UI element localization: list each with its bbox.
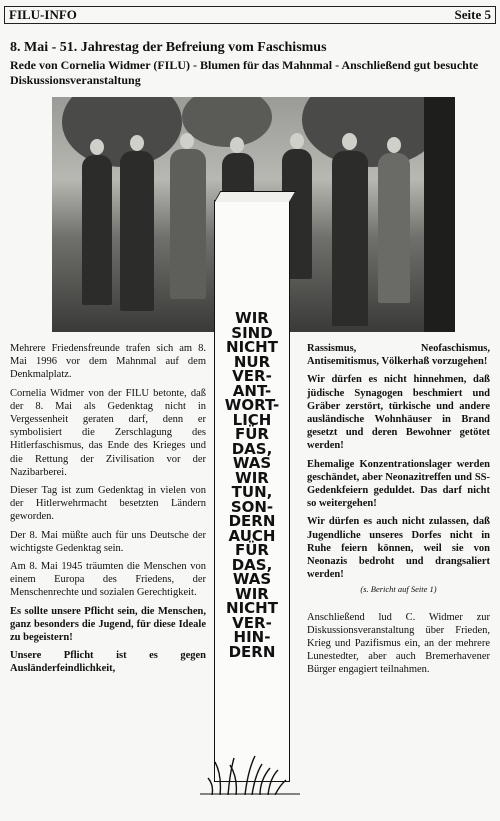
right-column	[307, 342, 490, 682]
memorial-pillar-illustration	[214, 200, 290, 782]
bold-paragraph: Unsere Pflicht ist es gegen Ausländerfeindlichkeit,	[10, 650, 206, 675]
pillar-inscription: WIR SIND NICHT NUR VER- ANT- WORT- LICH FÜR DAS, WAS WIR TUN, SON- DERN AUCH FÜR DAS, WAS WIR NICHT VER- HIN- DERN	[224, 309, 280, 661]
article-subtitle: Rede von Cornelia Widmer (FILU) - Blumen für das Mahnmal - Anschließend gut besuchte Diskussionsveranstaltung	[10, 58, 479, 87]
paragraph: Dieser Tag ist zum Gedenktag in vielen von der Hitlerwehrmacht besetzten Ländern geworden.	[10, 485, 206, 523]
page-header	[4, 6, 496, 24]
closing-paragraph: Anschließend lud C. Widmer zur Diskussionsveranstaltung über Frieden, Krieg und Pazifismus ein, an der mehrere Lunestedter, aber auch Bremerhavener Bürger engagiert teilnahmen.	[307, 611, 490, 676]
article-title: 8. Mai - 51. Jahrestag der Befreiung vom Faschismus	[10, 40, 327, 55]
paragraph: Cornelia Widmer von der FILU betonte, daß der 8. Mai als Gedenktag nicht in Vergessenheit geraten darf, denn er symbolisiert die Zerschlagung des Hitlerfaschismus, das Ende des Krieges und die Rettung der Zivilisation vor der Nazibarberei.	[10, 387, 206, 478]
bold-paragraph: Es sollte unsere Pflicht sein, die Menschen, ganz besonders die Jugend, für diese Ideale zu begeistern!	[10, 605, 206, 644]
bold-paragraph: Rassismus, Neofaschismus, Antisemitismus, Völkerhaß vorzugehen!	[307, 343, 490, 368]
bold-paragraph: Wir dürfen es nicht hinnehmen, daß jüdische Synagogen beschmiert und Gräber zerstört, türkische und andere ausländische Wohnhäuser in Brand gesetzt und deren Bewohner getötet werden!	[307, 374, 490, 452]
grass-illustration	[200, 750, 300, 795]
paragraph: Mehrere Friedensfreunde trafen sich am 8. Mai 1996 vor dem Mahnmal auf dem Denkmalplatz.	[10, 343, 206, 381]
left-column	[10, 342, 206, 681]
paragraph: Am 8. Mai 1945 träumten die Menschen von einem Europa des Friedens, der Menschenrechte und sozialen Gerechtigkeit.	[10, 561, 206, 599]
bold-paragraph: Ehemalige Konzentrationslager werden geschändet, aber Neonazitreffen und SS-Gedenkfeiern geduldet. Das darf nicht so weitergehen!	[307, 458, 490, 510]
paragraph: Der 8. Mai müßte auch für uns Deutsche der wichtigste Gedenktag sein.	[10, 529, 206, 554]
reference-note: (s. Bericht auf Seite 1)	[360, 584, 437, 595]
bold-paragraph: Wir dürfen es auch nicht zulassen, daß Jugendliche unseres Dorfes nicht in Ruhe feiern können, weil sie von Neonazis bedroht und drangsaliert werden!	[307, 516, 490, 581]
page-number: Seite 5	[454, 7, 491, 22]
publication-name: FILU-INFO	[9, 7, 77, 22]
